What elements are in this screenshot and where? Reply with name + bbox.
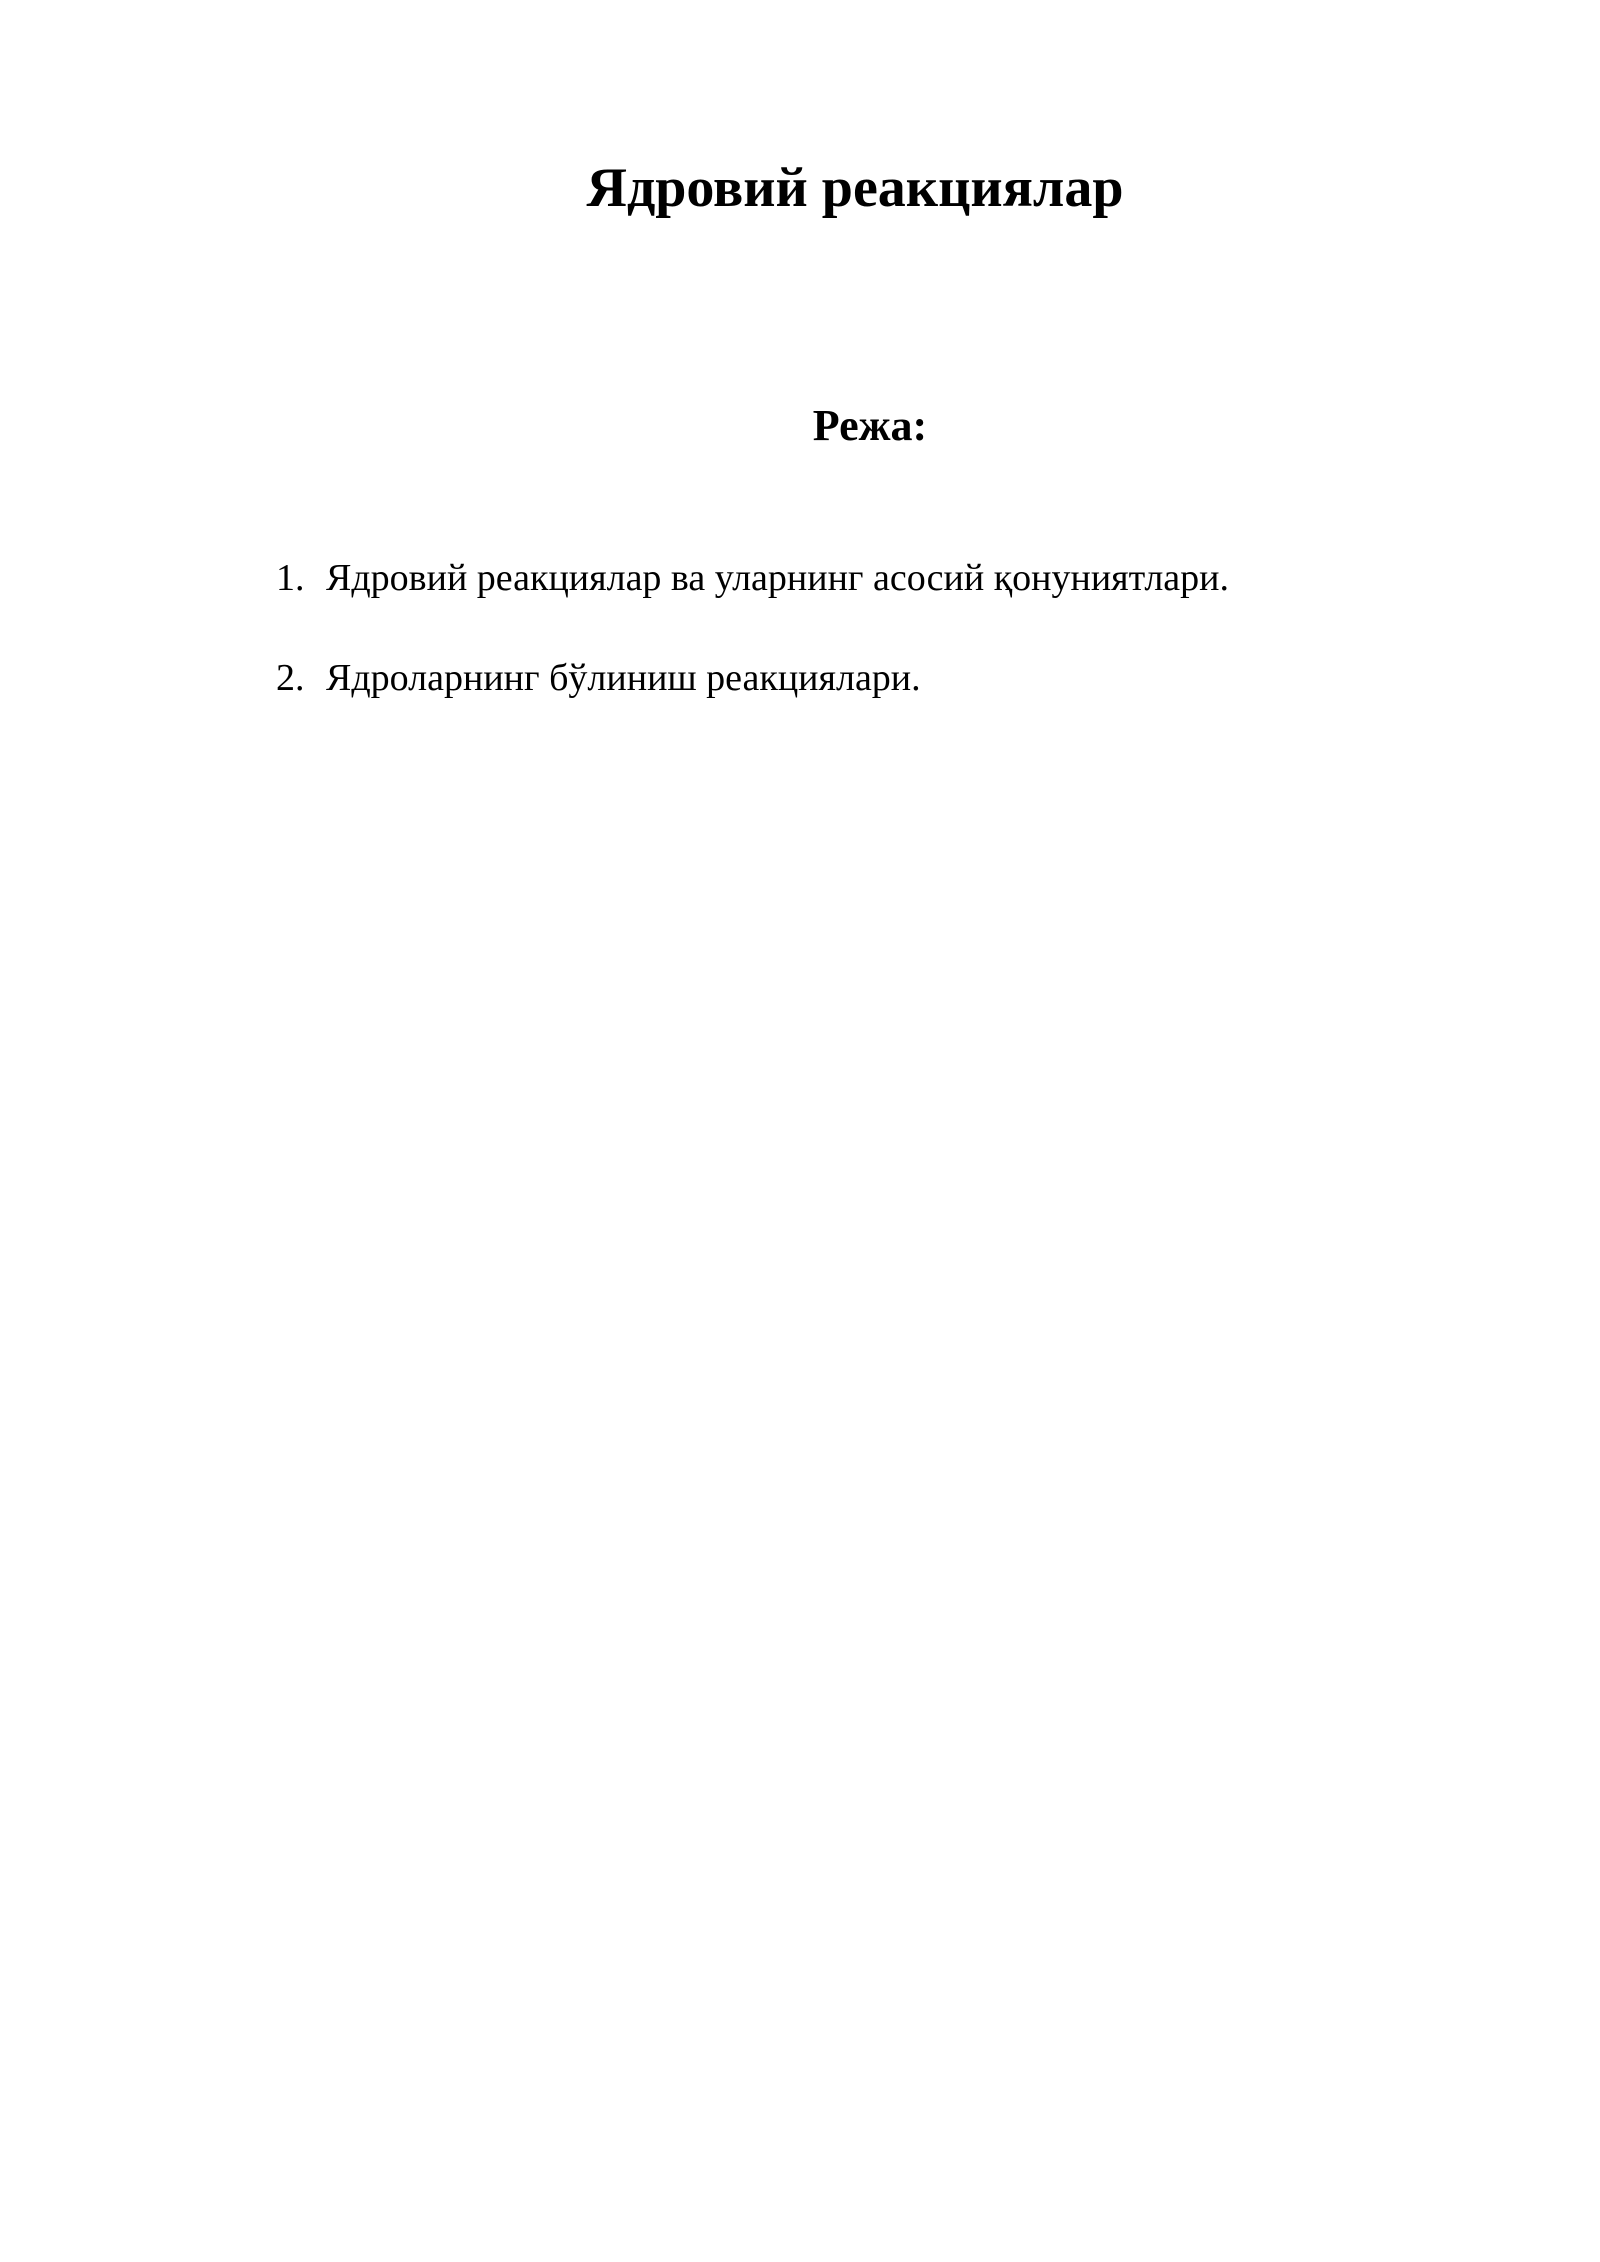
plan-list-item bbox=[276, 552, 1229, 604]
plan-item-number: 1. bbox=[276, 557, 305, 599]
document-title: Ядровий реакциялар bbox=[586, 157, 1124, 219]
plan-item-text: Ядровий реакциялар ва уларнинг асосий қонуниятлари. bbox=[326, 557, 1229, 599]
plan-list-item bbox=[276, 652, 921, 704]
plan-item-text: Ядроларнинг бўлиниш реакциялари. bbox=[326, 657, 921, 699]
plan-heading: Режа: bbox=[812, 401, 928, 450]
plan-item-number: 2. bbox=[276, 657, 305, 699]
